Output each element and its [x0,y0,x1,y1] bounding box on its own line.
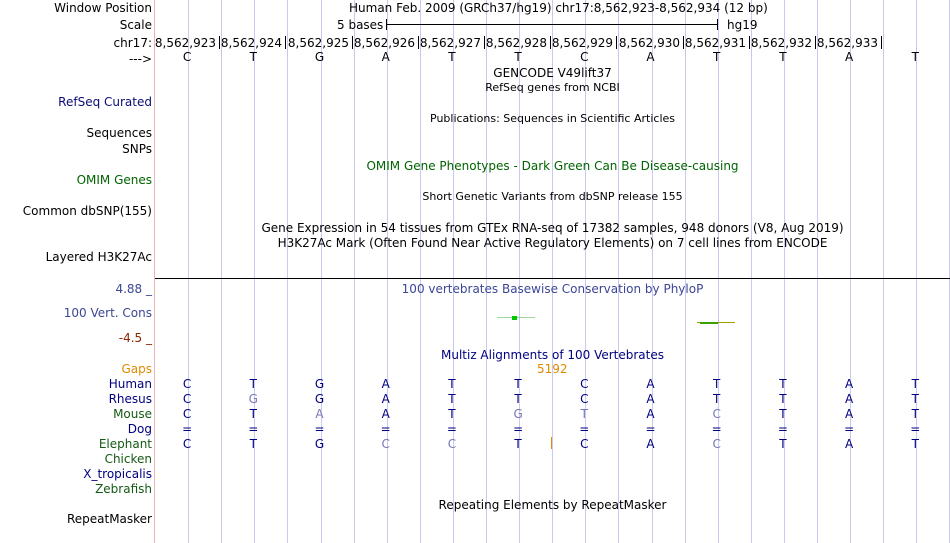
scale-bar-right-tick [717,19,718,30]
alignment-base: = [513,422,524,436]
alignment-base: T [713,377,721,391]
alignment-base: T [448,377,456,391]
alignment-base: A [381,392,390,406]
scale-value: 5 bases [337,18,384,32]
alignment-base: T [249,377,257,391]
alignment-base: T [514,377,522,391]
ruler-base: G [314,50,325,64]
position-tick [815,36,816,49]
alignment-base: G [248,392,258,406]
species-label-zebrafish[interactable]: Zebrafish [95,482,152,496]
alignment-base: T [779,407,787,421]
species-label-rhesus[interactable]: Rhesus [108,392,152,406]
alignment-base: G [314,437,325,451]
alignment-base: A [381,407,390,421]
position-tick [418,36,419,49]
alignment-base: C [580,437,589,451]
phylop-negative-peak [700,322,718,324]
ruler-base: C [182,50,192,64]
alignment-base: T [911,437,919,451]
alignment-base: T [514,437,522,451]
alignment-base: A [646,407,655,421]
alignment-base: T [911,377,919,391]
ruler-base: T [448,50,456,64]
alignment-base: A [646,377,655,391]
alignment-base: = [711,422,722,436]
position-label: 8,562,928 [485,36,547,50]
position-tick [484,36,485,49]
refseq-track-title[interactable]: RefSeq genes from NCBI [485,81,620,94]
window-position-value: Human Feb. 2009 (GRCh37/hg19) chr17:8,562,923-8,562,934 (12 bp) [349,1,768,15]
alignment-base: A [844,437,854,451]
phylop-peak-mark [512,316,517,320]
position-label: 8,562,926 [353,36,415,50]
position-tick [881,36,882,49]
sequences-label[interactable]: Sequences [86,126,152,140]
ruler-base: A [381,50,390,64]
phylop-track-title[interactable]: 100 vertebrates Basewise Conservation by PhyloP [401,282,704,296]
alignment-base: = [910,422,921,436]
species-label-elephant[interactable]: Elephant [98,437,152,451]
multiz-track-title[interactable]: Multiz Alignments of 100 Vertebrates [440,348,665,362]
refseq-curated-label[interactable]: RefSeq Curated [58,95,152,109]
species-label-chicken[interactable]: Chicken [104,452,152,466]
position-tick [550,36,551,49]
elephant-insertion-mark [551,437,552,449]
scale-bar [386,24,718,25]
ruler-base: A [844,50,854,64]
alignment-base: T [911,392,919,406]
alignment-base: C [182,437,192,451]
repeatmasker-label[interactable]: RepeatMasker [66,512,152,526]
strand-label[interactable]: ---> [128,52,152,66]
phylop-min-label: -4.5 _ [118,331,152,345]
gtex-track-title[interactable]: Gene Expression in 54 tissues from GTEx RNA-seq of 17382 samples, 948 donors (V8, Aug 2019) [261,221,844,235]
alignment-base: A [315,407,324,421]
alignment-base: C [712,407,721,421]
vert-cons-label[interactable]: 100 Vert. Cons [63,306,152,320]
species-label-human[interactable]: Human [108,377,152,391]
position-tick [683,36,684,49]
window-position-label: Window Position [54,1,152,15]
omim-track-title[interactable]: OMIM Gene Phenotypes - Dark Green Can Be Disease-causing [366,159,739,173]
position-tick [285,36,286,49]
alignment-base: T [713,392,721,406]
species-label-x_tropicalis[interactable]: X_tropicalis [83,467,152,481]
alignment-base: C [580,392,589,406]
alignment-base: A [646,392,655,406]
position-label: 8,562,927 [419,36,481,50]
dbsnp-track-title[interactable]: Short Genetic Variants from dbSNP release 155 [422,190,683,203]
position-label: 8,562,925 [287,36,349,50]
scale-bar-left-tick [386,19,387,30]
alignment-base: = [645,422,656,436]
position-label: 8,562,930 [618,36,680,50]
position-tick [352,36,353,49]
alignment-base: C [381,437,390,451]
alignment-base: T [249,407,257,421]
gap-count: 5192 [537,362,568,376]
position-label: 8,562,924 [220,36,282,50]
alignment-base: C [182,407,192,421]
alignment-base: T [580,407,588,421]
alignment-base: A [844,377,854,391]
repeatmasker-track-title[interactable]: Repeating Elements by RepeatMasker [438,498,667,512]
ruler-base: T [713,50,721,64]
alignment-base: T [448,407,456,421]
position-label: 8,562,923 [154,36,216,50]
ruler-base: T [249,50,257,64]
alignment-base: T [514,392,522,406]
ruler-base: T [514,50,522,64]
position-label: 8,562,933 [816,36,878,50]
alignment-base: = [314,422,325,436]
position-label: 8,562,929 [551,36,613,50]
alignment-base: A [844,407,854,421]
alignment-base: = [446,422,457,436]
omim-genes-label[interactable]: OMIM Genes [76,173,152,187]
position-tick [616,36,617,49]
gencode-track-title[interactable]: GENCODE V49lift37 [493,66,612,80]
ruler-base: C [580,50,589,64]
alignment-base: = [380,422,391,436]
scale-label: Scale [119,18,152,32]
gaps-label: Gaps [121,362,152,376]
layered-h3k27ac-label[interactable]: Layered H3K27Ac [45,250,152,264]
alignment-base: = [777,422,788,436]
alignment-base: G [513,407,523,421]
alignment-base: A [844,392,854,406]
alignment-base: C [580,377,589,391]
alignment-base: = [182,422,193,436]
position-label: 8,562,931 [684,36,746,50]
alignment-base: T [779,437,787,451]
alignment-base: T [249,437,257,451]
alignment-base: G [314,377,325,391]
phylop-max-label: 4.88 _ [115,282,152,296]
position-label: 8,562,932 [750,36,812,50]
alignment-base: T [448,392,456,406]
alignment-base: C [182,392,192,406]
alignment-base: A [646,437,655,451]
alignment-base: C [712,437,721,451]
alignment-base: A [381,377,390,391]
alignment-base: C [447,437,457,451]
species-label-mouse[interactable]: Mouse [113,407,152,421]
ruler-base: T [779,50,787,64]
alignment-base: T [779,392,787,406]
species-label-dog[interactable]: Dog [127,422,152,436]
publications-track-title[interactable]: Publications: Sequences in Scientific Articles [430,112,675,125]
snps-label[interactable]: SNPs [122,142,152,156]
chrom-label: chr17: [113,36,152,50]
alignment-base: C [182,377,192,391]
alignment-base: G [314,392,325,406]
h3k27ac-baseline [155,278,950,279]
position-tick [749,36,750,49]
ruler-base: T [911,50,919,64]
position-tick [219,36,220,49]
alignment-base: = [579,422,590,436]
alignment-base: = [844,422,855,436]
h3k27ac-track-title[interactable]: H3K27Ac Mark (Often Found Near Active Regulatory Elements) on 7 cell lines from ENCODE [277,236,828,250]
scale-assembly: hg19 [727,18,758,32]
ruler-base: A [646,50,655,64]
alignment-base: = [248,422,259,436]
alignment-base: T [779,377,787,391]
common-dbsnp-label[interactable]: Common dbSNP(155) [22,204,152,218]
alignment-base: T [911,407,919,421]
